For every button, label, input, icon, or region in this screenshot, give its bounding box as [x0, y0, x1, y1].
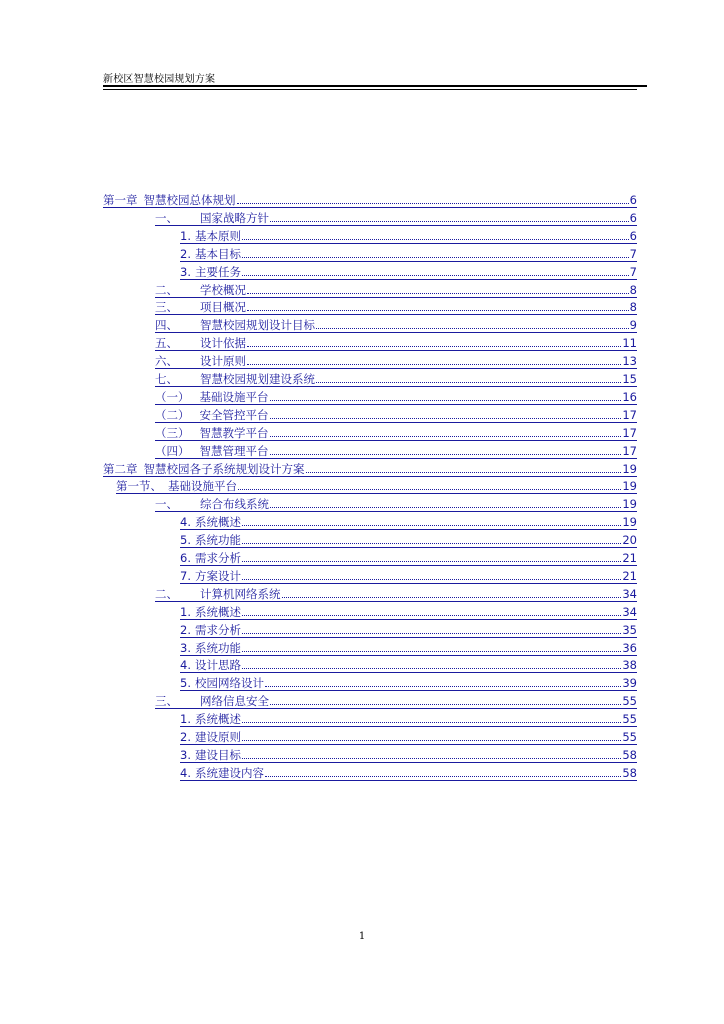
toc-entry-title: 项目概况 [200, 300, 246, 315]
toc-entry-number: （一） [155, 389, 190, 404]
toc-entry-label [103, 193, 236, 207]
toc-entry-number: 7. [180, 568, 191, 583]
toc-entry-page: 15 [622, 372, 637, 386]
toc-entry-number: 3. [180, 747, 191, 762]
toc-dot-leader [270, 435, 622, 437]
toc-entry[interactable] [155, 388, 637, 405]
toc-entry-title: 系统概述 [194, 712, 241, 727]
toc-entry-label [180, 766, 264, 780]
toc-entry-page: 19 [622, 461, 637, 476]
toc-entry-page: 7 [629, 246, 637, 261]
toc-entry[interactable] [155, 281, 637, 298]
toc-entry[interactable] [180, 513, 637, 530]
toc-entry-title: 安全管控平台 [199, 407, 269, 422]
toc-entry-page: 8 [629, 282, 637, 297]
toc-dot-leader [242, 256, 629, 258]
toc-entry-page: 36 [622, 640, 637, 655]
toc-entry-title: 计算机网络系统 [200, 586, 281, 601]
toc-dot-leader [282, 596, 622, 598]
toc-dot-leader [270, 506, 621, 508]
header-rule [103, 85, 647, 87]
toc-dot-leader [242, 578, 621, 580]
toc-entry-label [155, 694, 269, 708]
toc-entry-page: 20 [622, 533, 637, 548]
toc-entry-label [155, 211, 269, 225]
toc-entry[interactable] [155, 209, 637, 226]
toc-entry-number: 4. [180, 658, 191, 673]
toc-entry-number: 3. [180, 264, 191, 279]
toc-entry-label [116, 479, 237, 493]
toc-entry-label [155, 497, 269, 511]
toc-entry-label [180, 676, 264, 690]
toc-entry-label [155, 336, 246, 350]
toc-entry[interactable] [180, 263, 637, 280]
toc-entry-number: 5. [180, 676, 191, 691]
page-header: 新校区智慧校园规划方案 [103, 74, 216, 85]
toc-entry-label [180, 712, 241, 726]
toc-entry[interactable] [155, 370, 637, 387]
toc-entry-page: 34 [622, 604, 637, 619]
toc-entry-page: 7 [629, 264, 637, 279]
toc-entry-page: 17 [622, 407, 637, 422]
toc-dot-leader [242, 632, 621, 634]
toc-dot-leader [247, 363, 621, 365]
toc-entry-label [180, 730, 241, 744]
toc-entry-number: 1. [180, 712, 191, 727]
toc-entry-page: 6 [629, 228, 637, 243]
toc-entry-label [180, 247, 241, 261]
toc-entry-label [155, 372, 315, 386]
toc-entry-label [155, 587, 281, 601]
toc-entry[interactable] [116, 477, 637, 494]
toc-entry[interactable] [155, 495, 637, 512]
toc-dot-leader [316, 381, 621, 383]
toc-entry-number: 一、 [155, 497, 178, 512]
toc-dot-leader [316, 327, 629, 329]
toc-dot-leader [242, 524, 621, 526]
toc-entry[interactable] [180, 728, 637, 745]
toc-entry-page: 17 [622, 425, 637, 440]
toc-entry-number: 1. [180, 228, 191, 243]
toc-entry[interactable] [155, 406, 637, 423]
toc-entry-label [155, 283, 246, 297]
toc-entry-label [180, 748, 241, 762]
toc-entry-page: 58 [622, 747, 637, 762]
toc-entry-number: 二、 [155, 282, 178, 297]
toc-entry-label [155, 408, 269, 422]
toc-entry-number: 一、 [155, 210, 178, 225]
toc-entry-page: 38 [622, 658, 637, 673]
toc-entry[interactable] [180, 746, 637, 763]
header-rule-thin [103, 89, 637, 90]
toc-entry-number: 二、 [155, 586, 178, 601]
toc-dot-leader [270, 703, 621, 705]
page-number: 1 [358, 931, 366, 942]
toc-entry-label [180, 265, 241, 279]
toc-entry[interactable] [180, 710, 637, 727]
toc-entry-label [180, 515, 241, 529]
toc-entry-title: 设计依据 [200, 336, 246, 351]
toc-entry-title: 主要任务 [194, 264, 241, 279]
toc-entry-number: 七、 [155, 372, 178, 386]
toc-entry-title: 基础设施平台 [168, 479, 237, 494]
toc-entry-title: 建设原则 [194, 730, 241, 744]
toc-entry[interactable] [180, 764, 637, 781]
toc-dot-leader [247, 345, 621, 347]
toc-entry-number: 五、 [155, 336, 178, 351]
toc-entry-label [180, 605, 241, 619]
toc-entry-title: 系统概述 [194, 515, 241, 530]
toc-entry-page: 21 [622, 568, 637, 583]
toc-entry-label [180, 641, 241, 655]
toc-entry-label [155, 354, 246, 368]
toc-entry[interactable] [155, 585, 637, 602]
toc-entry[interactable] [180, 674, 637, 691]
toc-entry-title: 综合布线系统 [200, 497, 269, 512]
toc-entry-number: 第一节、 [116, 479, 162, 494]
toc-dot-leader [265, 685, 621, 687]
toc-entry[interactable] [180, 656, 637, 673]
toc-entry-title: 智慧校园规划建设系统 [200, 372, 315, 386]
toc-entry-page: 19 [622, 479, 637, 494]
toc-entry-title: 学校概况 [200, 282, 246, 297]
toc-dot-leader [306, 471, 622, 473]
toc-entry[interactable] [180, 567, 637, 584]
toc-entry-title: 系统功能 [194, 640, 241, 655]
toc-entry-page: 58 [622, 765, 637, 780]
toc-entry-label [155, 300, 246, 314]
toc-entry-number: 4. [180, 515, 191, 530]
toc-entry[interactable] [155, 334, 637, 351]
toc-entry-number: （四） [155, 443, 190, 458]
toc-entry-page: 17 [622, 443, 637, 458]
toc-entry-title: 需求分析 [194, 551, 241, 565]
toc-entry-title: 基本原则 [194, 228, 241, 243]
toc-entry-number: 5. [180, 533, 191, 548]
toc-entry-label [155, 390, 269, 404]
toc-entry-page: 6 [629, 193, 637, 207]
toc-entry-page: 19 [622, 515, 637, 530]
toc-dot-leader [237, 202, 629, 204]
toc-entry[interactable] [155, 424, 637, 441]
toc-entry-label [155, 444, 269, 458]
toc-entry-number: 4. [180, 765, 191, 780]
toc-entry-number: 四、 [155, 318, 178, 333]
toc-entry-label [180, 551, 241, 565]
toc-entry[interactable] [180, 245, 637, 262]
toc-dot-leader [270, 417, 622, 419]
toc-entry[interactable] [180, 621, 637, 638]
toc-entry[interactable] [103, 191, 637, 208]
toc-entry-number: 2. [180, 730, 191, 744]
toc-entry-page: 21 [622, 551, 637, 565]
toc-dot-leader [265, 775, 621, 777]
toc-entry-number: 3. [180, 640, 191, 655]
toc-entry-number: 2. [180, 622, 191, 637]
toc-entry[interactable] [180, 603, 637, 620]
toc-entry-page: 9 [629, 318, 637, 333]
toc-entry-title: 智慧管理平台 [199, 443, 269, 458]
toc-entry-label [180, 229, 241, 243]
toc-entry-title: 方案设计 [194, 568, 241, 583]
toc-entry[interactable] [155, 316, 637, 333]
toc-entry[interactable] [155, 298, 637, 315]
toc-entry-number: 第一章 [103, 193, 138, 207]
toc-entry[interactable] [155, 442, 637, 459]
toc-dot-leader [242, 274, 629, 276]
toc-entry-page: 19 [622, 497, 637, 512]
toc-entry-title: 网络信息安全 [200, 694, 269, 709]
toc-entry-page: 11 [622, 336, 637, 351]
toc-entry-title: 需求分析 [194, 622, 241, 637]
toc-entry-label [180, 533, 241, 547]
toc-dot-leader [270, 453, 622, 455]
toc-entry-title: 智慧校园总体规划 [143, 193, 236, 207]
toc-dot-leader [270, 220, 629, 222]
toc-entry-number: 六、 [155, 354, 178, 369]
toc-entry-title: 建设目标 [194, 747, 241, 762]
toc-entry-label [180, 658, 241, 672]
toc-entry-page: 6 [629, 210, 637, 225]
toc-entry-number: 6. [180, 551, 191, 565]
toc-entry[interactable] [180, 227, 637, 244]
toc-entry-page: 16 [622, 389, 637, 404]
toc-entry-title: 智慧校园各子系统规划设计方案 [143, 461, 305, 476]
toc-entry[interactable] [180, 549, 637, 566]
toc-entry-page: 55 [622, 694, 637, 709]
toc-entry-title: 基本目标 [194, 246, 241, 261]
toc-dot-leader [242, 739, 621, 741]
toc-entry-title: 设计思路 [194, 658, 241, 673]
toc-entry-page: 8 [629, 300, 637, 315]
toc-dot-leader [242, 560, 621, 562]
toc-entry-number: 2. [180, 246, 191, 261]
toc-entry-label [155, 318, 315, 332]
toc-entry-title: 系统建设内容 [194, 765, 264, 780]
toc-entry-number: 1. [180, 604, 191, 619]
toc-entry-title: 系统功能 [194, 533, 241, 548]
toc-entry-label [103, 462, 305, 476]
toc-entry[interactable] [180, 531, 637, 548]
toc-entry-label [180, 569, 241, 583]
toc-entry-number: 三、 [155, 300, 178, 315]
toc-entry-number: （三） [155, 425, 190, 440]
toc-dot-leader [247, 309, 629, 311]
toc-dot-leader [242, 757, 621, 759]
toc-entry[interactable] [180, 639, 637, 656]
toc-entry-number: 第二章 [103, 461, 138, 476]
toc-entry-title: 基础设施平台 [199, 389, 269, 404]
toc-entry-title: 智慧教学平台 [199, 425, 269, 440]
toc-dot-leader [242, 614, 621, 616]
toc-entry-page: 35 [622, 622, 637, 637]
toc-dot-leader [270, 399, 622, 401]
toc-entry-label [180, 623, 241, 637]
toc-entry-page: 55 [622, 712, 637, 727]
toc-entry-title: 校园网络设计 [194, 676, 264, 691]
toc-entry-page: 39 [622, 676, 637, 691]
toc-entry[interactable] [155, 692, 637, 709]
toc-dot-leader [242, 238, 629, 240]
toc-entry-page: 13 [622, 354, 637, 369]
toc-entry-title: 设计原则 [200, 354, 246, 369]
toc-entry-title: 系统概述 [194, 604, 241, 619]
toc-entry-page: 34 [622, 586, 637, 601]
toc-dot-leader [242, 650, 621, 652]
toc-entry[interactable] [155, 352, 637, 369]
toc-entry-number: （二） [155, 407, 190, 422]
toc-entry-label [155, 426, 269, 440]
toc-dot-leader [247, 292, 629, 294]
toc-entry-page: 55 [622, 730, 637, 744]
toc-entry[interactable] [103, 460, 637, 477]
toc-entry-title: 国家战略方针 [200, 210, 269, 225]
toc-dot-leader [242, 667, 621, 669]
toc-dot-leader [242, 542, 621, 544]
toc-dot-leader [242, 721, 621, 723]
toc-entry-title: 智慧校园规划设计目标 [200, 318, 315, 333]
toc-dot-leader [238, 488, 621, 490]
toc-entry-number: 三、 [155, 694, 178, 709]
